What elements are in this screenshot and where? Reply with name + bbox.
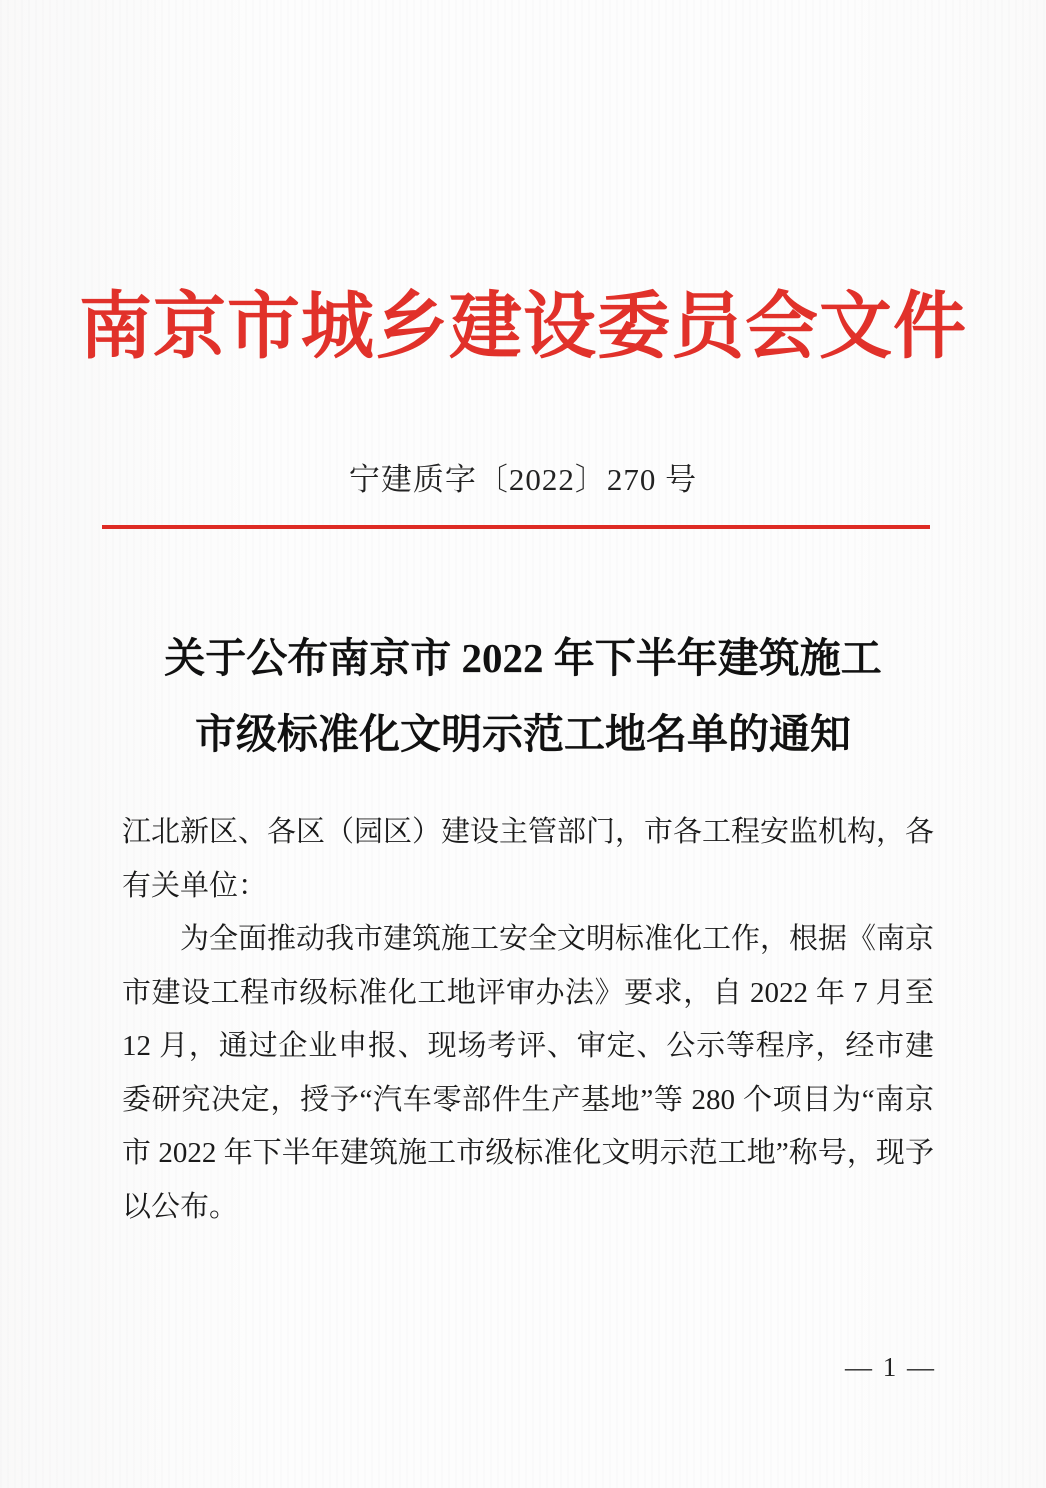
- document-title-line-1: 关于公布南京市 2022 年下半年建筑施工: [164, 635, 882, 681]
- page-number: — 1 —: [845, 1352, 936, 1382]
- salutation-line: 江北新区、各区（园区）建设主管部门，市各工程安监机构，各有关单位：: [122, 816, 935, 902]
- red-divider-line: [102, 525, 930, 529]
- document-number: 宁建质字〔2022〕270 号: [348, 462, 698, 497]
- document-title: [0, 620, 1046, 772]
- document-body: [122, 806, 934, 1234]
- red-header-agency-title: 南京市城乡建设委员会文件: [79, 286, 967, 367]
- body-paragraph: 为全面推动我市建筑施工安全文明标准化工作，根据《南京市建设工程市级标准化工地评审办法》要求，自 2022 年 7 月至 12 月，通过企业申报、现场考评、审定、公示等程序，经市建委研究决定，授予“汽车零部件生产基地”等 280 个项目为“南京市 2022 年下半年建筑施工市级标准化文明示范工地”称号，现予以公布。: [122, 923, 935, 1223]
- document-title-line-2: 市级标准化文明示范工地名单的通知: [195, 711, 851, 757]
